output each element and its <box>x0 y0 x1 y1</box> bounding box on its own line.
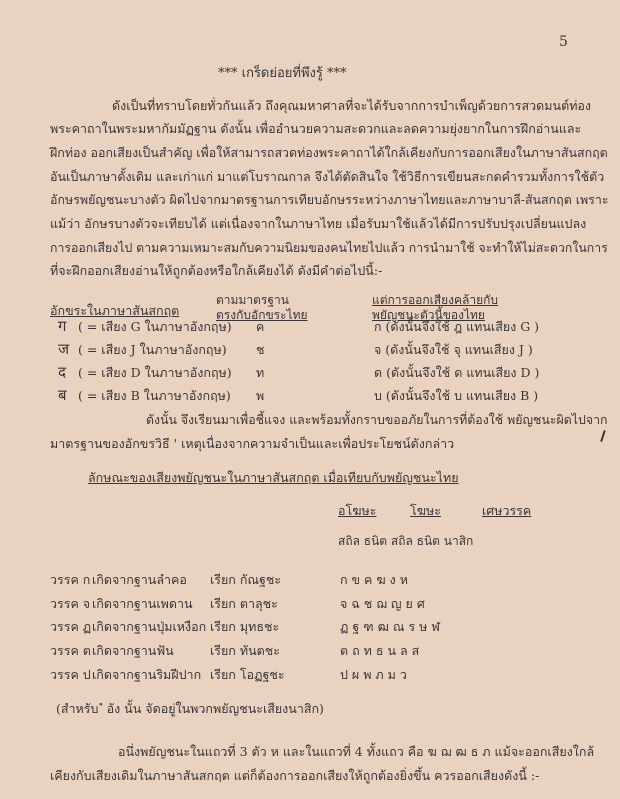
row-name: วรรค ป <box>50 667 91 682</box>
compare-col3-header: แต่การออกเสียงคล้ายกับ <box>372 293 499 307</box>
group-header: อโฆษะ <box>338 503 377 518</box>
group-header: เศษวรรค <box>482 503 532 518</box>
row-place: เกิดจากฐานริมฝีปาก <box>92 667 202 682</box>
row-place: เกิดจากฐานปุ่มเหงือก <box>92 619 207 634</box>
section-title: *** เกร็ดย่อยที่พึงรู้ *** <box>218 66 347 81</box>
row-called: เรียก กัณฐชะ <box>210 572 282 587</box>
compare-col1-header: อักขระในภาษาสันสกฤต <box>50 303 180 318</box>
devanagari-letter: ग <box>58 317 67 335</box>
similar-thai-letter: ก (ดังนั้นจึงใช้ ฎ แทนเสียง G ) <box>374 319 540 334</box>
row-name: วรรค จ <box>50 596 91 611</box>
intro-line: ฝึกท่อง ออกเสียงเป็นสำคัญ เพื่อให้สามารถสวดท่องพระคาถาได้ใกล้เคียงกับการออกเสียงในภาษาสันสกฤต <box>50 145 608 160</box>
row-called: เรียก ทันตชะ <box>210 643 280 658</box>
similar-thai-letter: บ (ดังนั้นจึงใช้ บ แทนเสียง B ) <box>374 388 539 403</box>
explain-line: มาตรฐานของอักขรวิธี ' เหตุเนื่องจากความจำเป็นและเพื่อประโยชน์ดังกล่าว <box>50 436 455 451</box>
intro-line: แม้ว่า อักษรบางตัวจะเทียบได้ แต่เนื่องจากในภาษาไทย เมื่อรับมาใช้แล้วได้มีการปรับปรุงเปลี่ยนแปลง <box>50 216 587 231</box>
row-name: วรรค ก <box>50 572 91 587</box>
row-letters: จ ฉ ช ฌ ญ ย ศ <box>340 596 425 611</box>
standard-thai-letter: ค <box>256 319 265 334</box>
nasal-note: (สำหรับ ํ อัง นั้น จัดอยู่ในพวกพยัญชนะเสียงนาสิก) <box>56 701 324 716</box>
compare-col2-header: ตามมาตรฐาน <box>216 293 289 307</box>
row-place: เกิดจากฐานฟัน <box>92 643 174 658</box>
sub-headers: สถิล ธนิต สถิล ธนิต นาสิก <box>338 534 474 548</box>
row-called: เรียก ตาลุชะ <box>210 596 278 611</box>
closing-line: เคียงกับเสียงเดิมในภาษาสันสกฤต แต่ก็ต้องการออกเสียงให้ถูกต้องยิ่งขึ้น ควรออกเสียงดังนี้ :- <box>50 768 540 783</box>
row-place: เกิดจากฐานลำคอ <box>92 572 187 587</box>
standard-thai-letter: ช <box>256 342 265 357</box>
explain-line: ดังนั้น จึงเรียนมาเพื่อชี้แจง และพร้อมทั้งกราบขออภัยในการที่ต้องใช้ พยัญชนะผิดไปจาก <box>146 412 608 427</box>
standard-thai-letter: พ <box>256 388 265 403</box>
compare-col3-header: พยัญชนะตัวนี้ของไทย <box>372 308 485 322</box>
row-called: เรียก มุทธชะ <box>210 619 280 634</box>
devanagari-letter: ब <box>58 386 67 404</box>
page-number: 5 <box>559 34 568 50</box>
intro-line: อันเป็นภาษาดั้งเดิม และเก่าแก่ มาแต่โบราณกาล จึงได้ตัดสินใจ ใช้วิธีการเขียนสะกดคำรวมทั้งการใช้ตัว <box>50 169 605 184</box>
intro-line: อักษรพยัญชนะบางตัว ผิดไปจากมาตรฐานการเทียบอักษรระหว่างภาษาไทยและภาษาบาลี-สันสกฤต เพราะ <box>50 192 609 207</box>
devanagari-letter: ज <box>58 340 70 358</box>
intro-line: พระคาถาในพระมหากัมมัฏฐาน ดังนั้น เพื่ออำนวยความสะดวกและลดความยุ่งยากในการฝึกอ่านและ <box>50 121 582 136</box>
intro-line: ที่จะฝึกออกเสียงอ่านให้ถูกต้องหรือใกล้เคียงได้ ดังมีคำต่อไปนี้:- <box>50 263 383 278</box>
sound-description: ( = เสียง J ในภาษาอังกฤษ) <box>78 342 227 357</box>
table-heading: ลักษณะของเสียงพยัญชนะในภาษาสันสกฤต เมื่อเทียบกับพยัญชนะไทย <box>88 470 459 485</box>
compare-col2-header: ตรงกับอักขระไทย <box>216 308 308 322</box>
row-name: วรรค ฏ <box>50 619 92 634</box>
similar-thai-letter: จ (ดังนั้นจึงใช้ จุ แทนเสียง J ) <box>374 342 533 357</box>
stray-pen-mark <box>600 430 606 442</box>
row-letters: ฏ ฐ ฑ ฒ ณ ร ษ ฬ <box>340 619 440 634</box>
intro-line: ดังเป็นที่ทราบโดยทั่วกันแล้ว ถึงคุณมหาศาลที่จะได้รับจากการบำเพ็ญด้วยการสวดมนต์ท่อง <box>112 98 592 113</box>
row-letters: ก ข ค ฆ ง ห <box>340 572 408 587</box>
sound-description: ( = เสียง D ในภาษาอังกฤษ) <box>78 365 232 380</box>
sound-description: ( = เสียง B ในภาษาอังกฤษ) <box>78 388 231 403</box>
row-called: เรียก โอฏฐชะ <box>210 667 285 682</box>
sound-description: ( = เสียง G ในภาษาอังกฤษ) <box>78 319 232 334</box>
row-place: เกิดจากฐานเพดาน <box>92 596 193 611</box>
row-name: วรรค ต <box>50 643 91 658</box>
row-letters: ป ผ พ ภ ม ว <box>340 667 407 682</box>
intro-line: การออกเสียงไป ตามความเหมาะสมกับความนิยมของคนไทยไปแล้ว การนำมาใช้ จะทำให้ไม่สะดวกในการ <box>50 240 608 255</box>
devanagari-letter: द <box>58 363 66 381</box>
row-letters: ต ถ ท ธ น ล ส <box>340 643 420 658</box>
similar-thai-letter: ด (ดังนั้นจึงใช้ ด แทนเสียง D ) <box>374 365 540 380</box>
closing-line: อนึ่งพยัญชนะในแถวที่ 3 ตัว ห และในแถวที่ 4 ทั้งแถว คือ ฆ ฌ ฒ ธ ภ แม้จะออกเสียงใกล้ <box>118 744 595 759</box>
group-header: โฆษะ <box>410 503 441 518</box>
standard-thai-letter: ท <box>256 365 265 380</box>
